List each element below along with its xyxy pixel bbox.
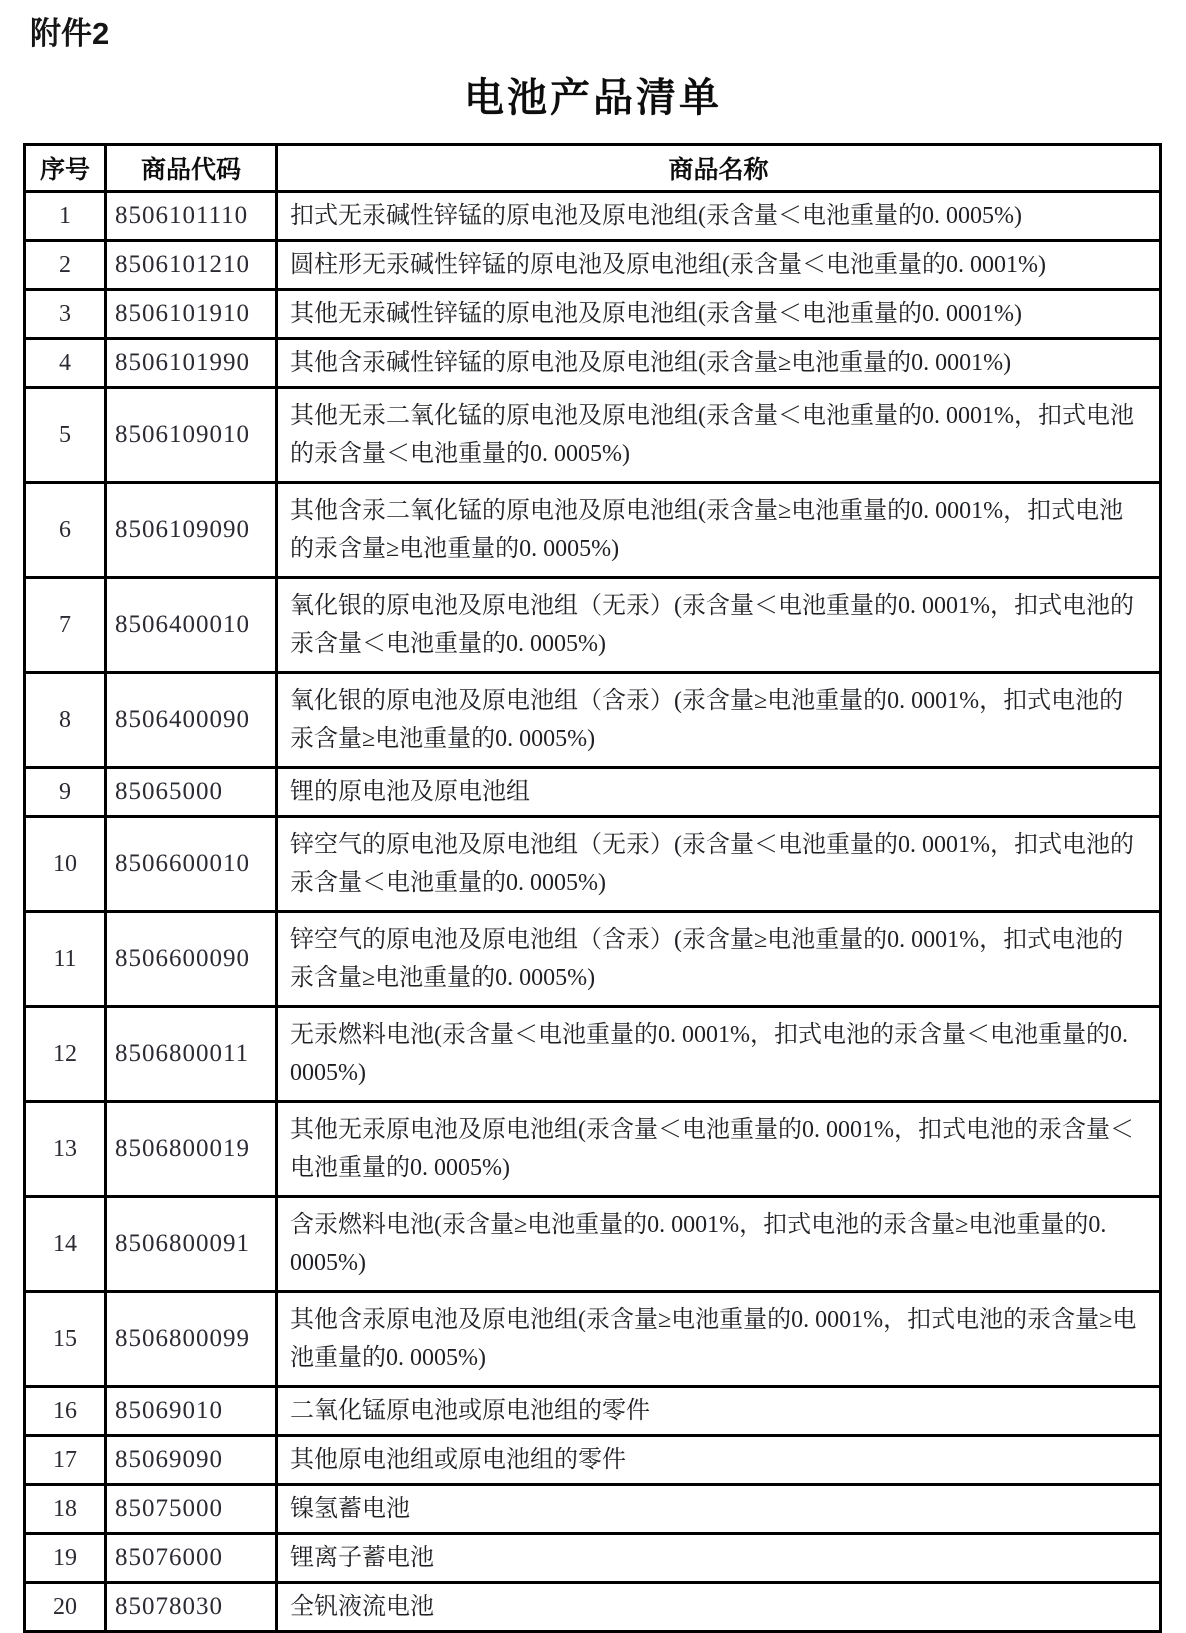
serial-number-cell: 6 <box>25 483 106 578</box>
table-row <box>25 483 1161 578</box>
battery-product-table <box>23 143 1162 1633</box>
product-name-cell: 扣式无汞碱性锌锰的原电池及原电池组(汞含量＜电池重量的0. 0005%) <box>277 192 1161 241</box>
product-name-cell: 锌空气的原电池及原电池组（含汞）(汞含量≥电池重量的0. 0001%，扣式电池的汞含量≥电池重量的0. 0005%) <box>277 912 1161 1007</box>
table-body <box>25 192 1161 1632</box>
table-row <box>25 912 1161 1007</box>
product-name-cell: 二氧化锰原电池或原电池组的零件 <box>277 1387 1161 1436</box>
product-name-cell: 其他含汞原电池及原电池组(汞含量≥电池重量的0. 0001%，扣式电池的汞含量≥电池重量的0. 0005%) <box>277 1292 1161 1387</box>
serial-number-cell: 14 <box>25 1197 106 1292</box>
table-row <box>25 768 1161 817</box>
header-product-name: 商品名称 <box>277 145 1161 192</box>
product-code-cell: 8506101990 <box>106 339 277 388</box>
serial-number-cell: 1 <box>25 192 106 241</box>
product-name-cell: 镍氢蓄电池 <box>277 1485 1161 1534</box>
table-row <box>25 1197 1161 1292</box>
header-serial-number: 序号 <box>25 145 106 192</box>
serial-number-cell: 7 <box>25 578 106 673</box>
serial-number-cell: 13 <box>25 1102 106 1197</box>
table-row <box>25 388 1161 483</box>
table-row <box>25 1436 1161 1485</box>
table-row <box>25 339 1161 388</box>
page-title: 电池产品清单 <box>464 76 722 120</box>
table-header-row <box>25 145 1161 192</box>
product-code-cell: 85065000 <box>106 768 277 817</box>
table-row <box>25 1387 1161 1436</box>
table-row <box>25 1583 1161 1632</box>
table-row <box>25 290 1161 339</box>
table-row <box>25 673 1161 768</box>
product-code-cell: 8506400010 <box>106 578 277 673</box>
product-code-cell: 85069090 <box>106 1436 277 1485</box>
product-name-cell: 其他无汞碱性锌锰的原电池及原电池组(汞含量＜电池重量的0. 0001%) <box>277 290 1161 339</box>
product-name-cell: 其他含汞碱性锌锰的原电池及原电池组(汞含量≥电池重量的0. 0001%) <box>277 339 1161 388</box>
product-code-cell: 85069010 <box>106 1387 277 1436</box>
product-code-cell: 8506800091 <box>106 1197 277 1292</box>
product-name-cell: 其他含汞二氧化锰的原电池及原电池组(汞含量≥电池重量的0. 0001%，扣式电池的汞含量≥电池重量的0. 0005%) <box>277 483 1161 578</box>
serial-number-cell: 20 <box>25 1583 106 1632</box>
serial-number-cell: 8 <box>25 673 106 768</box>
serial-number-cell: 18 <box>25 1485 106 1534</box>
serial-number-cell: 10 <box>25 817 106 912</box>
product-code-cell: 8506101910 <box>106 290 277 339</box>
serial-number-cell: 5 <box>25 388 106 483</box>
product-name-cell: 其他无汞原电池及原电池组(汞含量＜电池重量的0. 0001%，扣式电池的汞含量＜电池重量的0. 0005%) <box>277 1102 1161 1197</box>
table-row <box>25 1534 1161 1583</box>
attachment-label: 附件2 <box>30 16 110 51</box>
table-row <box>25 241 1161 290</box>
product-code-cell: 85076000 <box>106 1534 277 1583</box>
product-name-cell: 其他无汞二氧化锰的原电池及原电池组(汞含量＜电池重量的0. 0001%，扣式电池的汞含量＜电池重量的0. 0005%) <box>277 388 1161 483</box>
serial-number-cell: 2 <box>25 241 106 290</box>
serial-number-cell: 12 <box>25 1007 106 1102</box>
table-row <box>25 817 1161 912</box>
product-name-cell: 全钒液流电池 <box>277 1583 1161 1632</box>
product-code-cell: 8506800099 <box>106 1292 277 1387</box>
serial-number-cell: 17 <box>25 1436 106 1485</box>
table-row <box>25 1292 1161 1387</box>
product-code-cell: 8506800011 <box>106 1007 277 1102</box>
table-row <box>25 192 1161 241</box>
serial-number-cell: 15 <box>25 1292 106 1387</box>
product-code-cell: 8506600010 <box>106 817 277 912</box>
product-code-cell: 85075000 <box>106 1485 277 1534</box>
product-name-cell: 氧化银的原电池及原电池组（含汞）(汞含量≥电池重量的0. 0001%，扣式电池的汞含量≥电池重量的0. 0005%) <box>277 673 1161 768</box>
product-name-cell: 锌空气的原电池及原电池组（无汞）(汞含量＜电池重量的0. 0001%，扣式电池的汞含量＜电池重量的0. 0005%) <box>277 817 1161 912</box>
product-name-cell: 其他原电池组或原电池组的零件 <box>277 1436 1161 1485</box>
serial-number-cell: 11 <box>25 912 106 1007</box>
serial-number-cell: 16 <box>25 1387 106 1436</box>
product-code-cell: 8506600090 <box>106 912 277 1007</box>
table-row <box>25 1007 1161 1102</box>
product-name-cell: 锂离子蓄电池 <box>277 1534 1161 1583</box>
serial-number-cell: 19 <box>25 1534 106 1583</box>
product-name-cell: 含汞燃料电池(汞含量≥电池重量的0. 0001%，扣式电池的汞含量≥电池重量的0. 0005%) <box>277 1197 1161 1292</box>
product-code-cell: 8506109090 <box>106 483 277 578</box>
product-name-cell: 无汞燃料电池(汞含量＜电池重量的0. 0001%，扣式电池的汞含量＜电池重量的0. 0005%) <box>277 1007 1161 1102</box>
serial-number-cell: 4 <box>25 339 106 388</box>
product-code-cell: 8506400090 <box>106 673 277 768</box>
table-row <box>25 1102 1161 1197</box>
product-code-cell: 8506101110 <box>106 192 277 241</box>
serial-number-cell: 3 <box>25 290 106 339</box>
product-name-cell: 氧化银的原电池及原电池组（无汞）(汞含量＜电池重量的0. 0001%，扣式电池的汞含量＜电池重量的0. 0005%) <box>277 578 1161 673</box>
product-name-cell: 圆柱形无汞碱性锌锰的原电池及原电池组(汞含量＜电池重量的0. 0001%) <box>277 241 1161 290</box>
product-code-cell: 85078030 <box>106 1583 277 1632</box>
header-product-code: 商品代码 <box>106 145 277 192</box>
table-row <box>25 578 1161 673</box>
serial-number-cell: 9 <box>25 768 106 817</box>
product-code-cell: 8506800019 <box>106 1102 277 1197</box>
product-code-cell: 8506101210 <box>106 241 277 290</box>
product-code-cell: 8506109010 <box>106 388 277 483</box>
product-name-cell: 锂的原电池及原电池组 <box>277 768 1161 817</box>
table-row <box>25 1485 1161 1534</box>
